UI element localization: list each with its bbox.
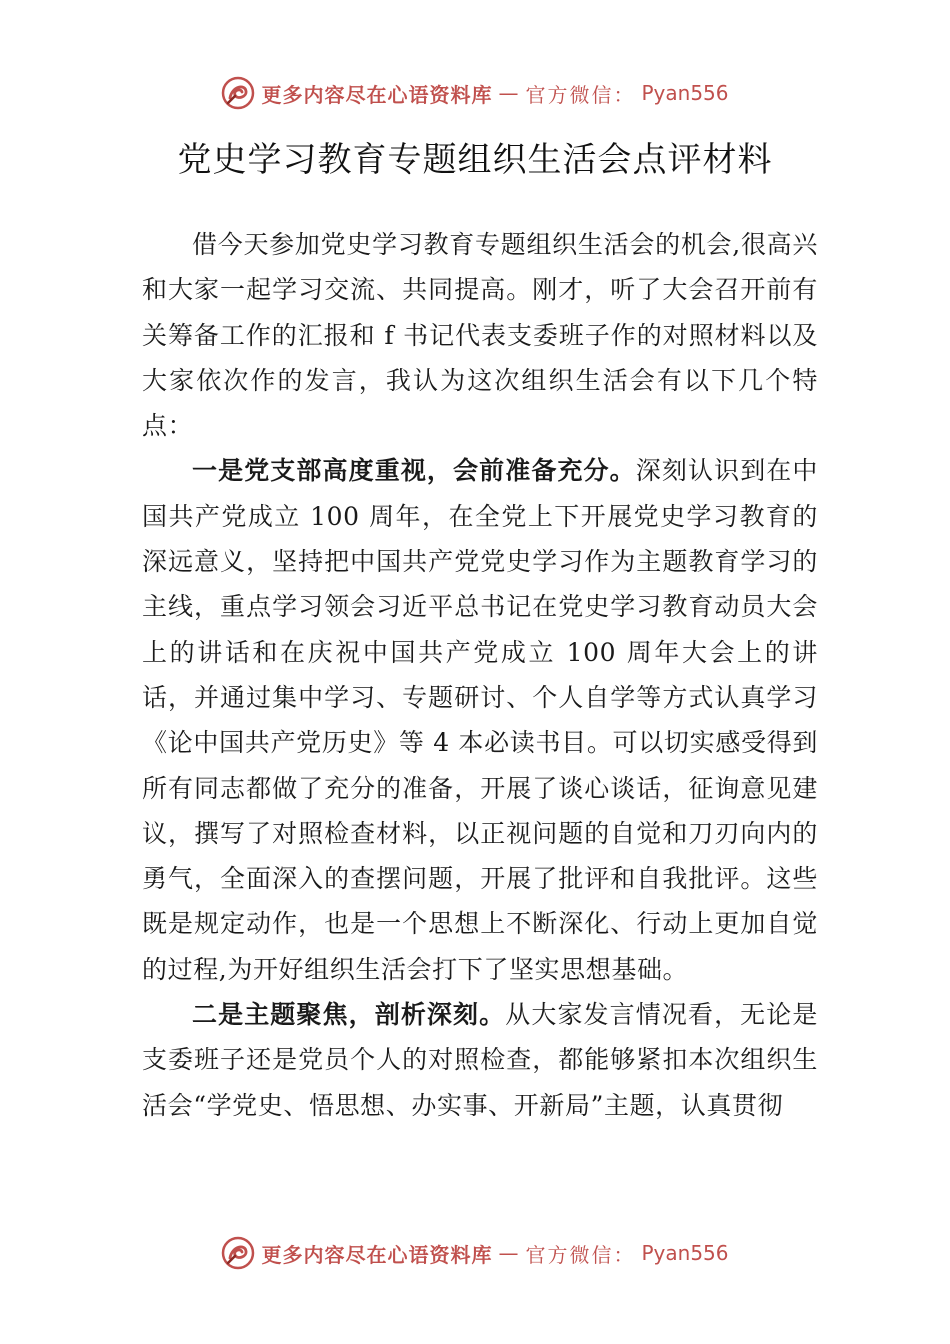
watermark-wechat-label: 官方微信：	[525, 1242, 636, 1267]
watermark-wechat-label: 官方微信：	[525, 82, 636, 107]
document-body	[142, 222, 818, 1128]
watermark-wechat-id: Pyan556	[641, 81, 729, 105]
watermark-text: 更多内容尽在心语资料库	[261, 82, 493, 107]
document-title: 党史学习教育专题组织生活会点评材料	[177, 140, 773, 180]
paragraph-lead: 二是主题聚焦，剖析深刻。	[192, 1000, 506, 1030]
watermark-text: 更多内容尽在心语资料库	[261, 1242, 493, 1267]
paragraph-point-one	[142, 448, 818, 992]
swirl-seal-logo-icon	[221, 1236, 255, 1270]
paragraph-text: 借今天参加党史学习教育专题组织生活会的机会,很高兴和大家一起学习交流、共同提高。刚才，听了大会召开前有关筹备工作的汇报和 f 书记代表支委班子作的对照材料以及大家依次作的发言，我认为这次组织生活会有以下几个特点：	[142, 230, 818, 441]
paragraph-point-two	[142, 992, 818, 1128]
paragraph-text: 深刻认识到在中国共产党成立 100 周年，在全党上下开展党史学习教育的深远意义，坚持把中国共产党党史学习作为主题教育学习的主线，重点学习领会习近平总书记在党史学习教育动员大会上的讲话和在庆祝中国共产党成立 100 周年大会上的讲话，并通过集中学习、专题研讨、个人自学等方式认真学习《论中国共产党历史》等 4 本必读书目。可以切实感受得到所有同志都做了充分的准备，开展了谈心谈话，征询意见建议，撰写了对照检查材料，以正视问题的自觉和刀刃向内的勇气，全面深入的查摆问题，开展了批评和自我批评。这些既是规定动作，也是一个思想上不断深化、行动上更加自觉的过程,为开好组织生活会打下了坚实思想基础。	[142, 456, 819, 984]
paragraph-intro	[142, 222, 818, 448]
watermark-wechat-id: Pyan556	[641, 1241, 729, 1265]
paragraph-text: 从大家发言情况看，无论是支委班子还是党员个人的对照检查，都能够紧扣本次组织生活会“学党史、悟思想、办实事、开新局”主题，认真贯彻	[142, 1000, 818, 1120]
watermark-separator: —	[498, 81, 520, 105]
header-watermark	[0, 76, 950, 110]
watermark-separator: —	[498, 1241, 520, 1265]
footer-watermark	[0, 1236, 950, 1270]
swirl-seal-logo-icon	[221, 76, 255, 110]
paragraph-lead: 一是党支部高度重视，会前准备充分。	[192, 456, 636, 486]
